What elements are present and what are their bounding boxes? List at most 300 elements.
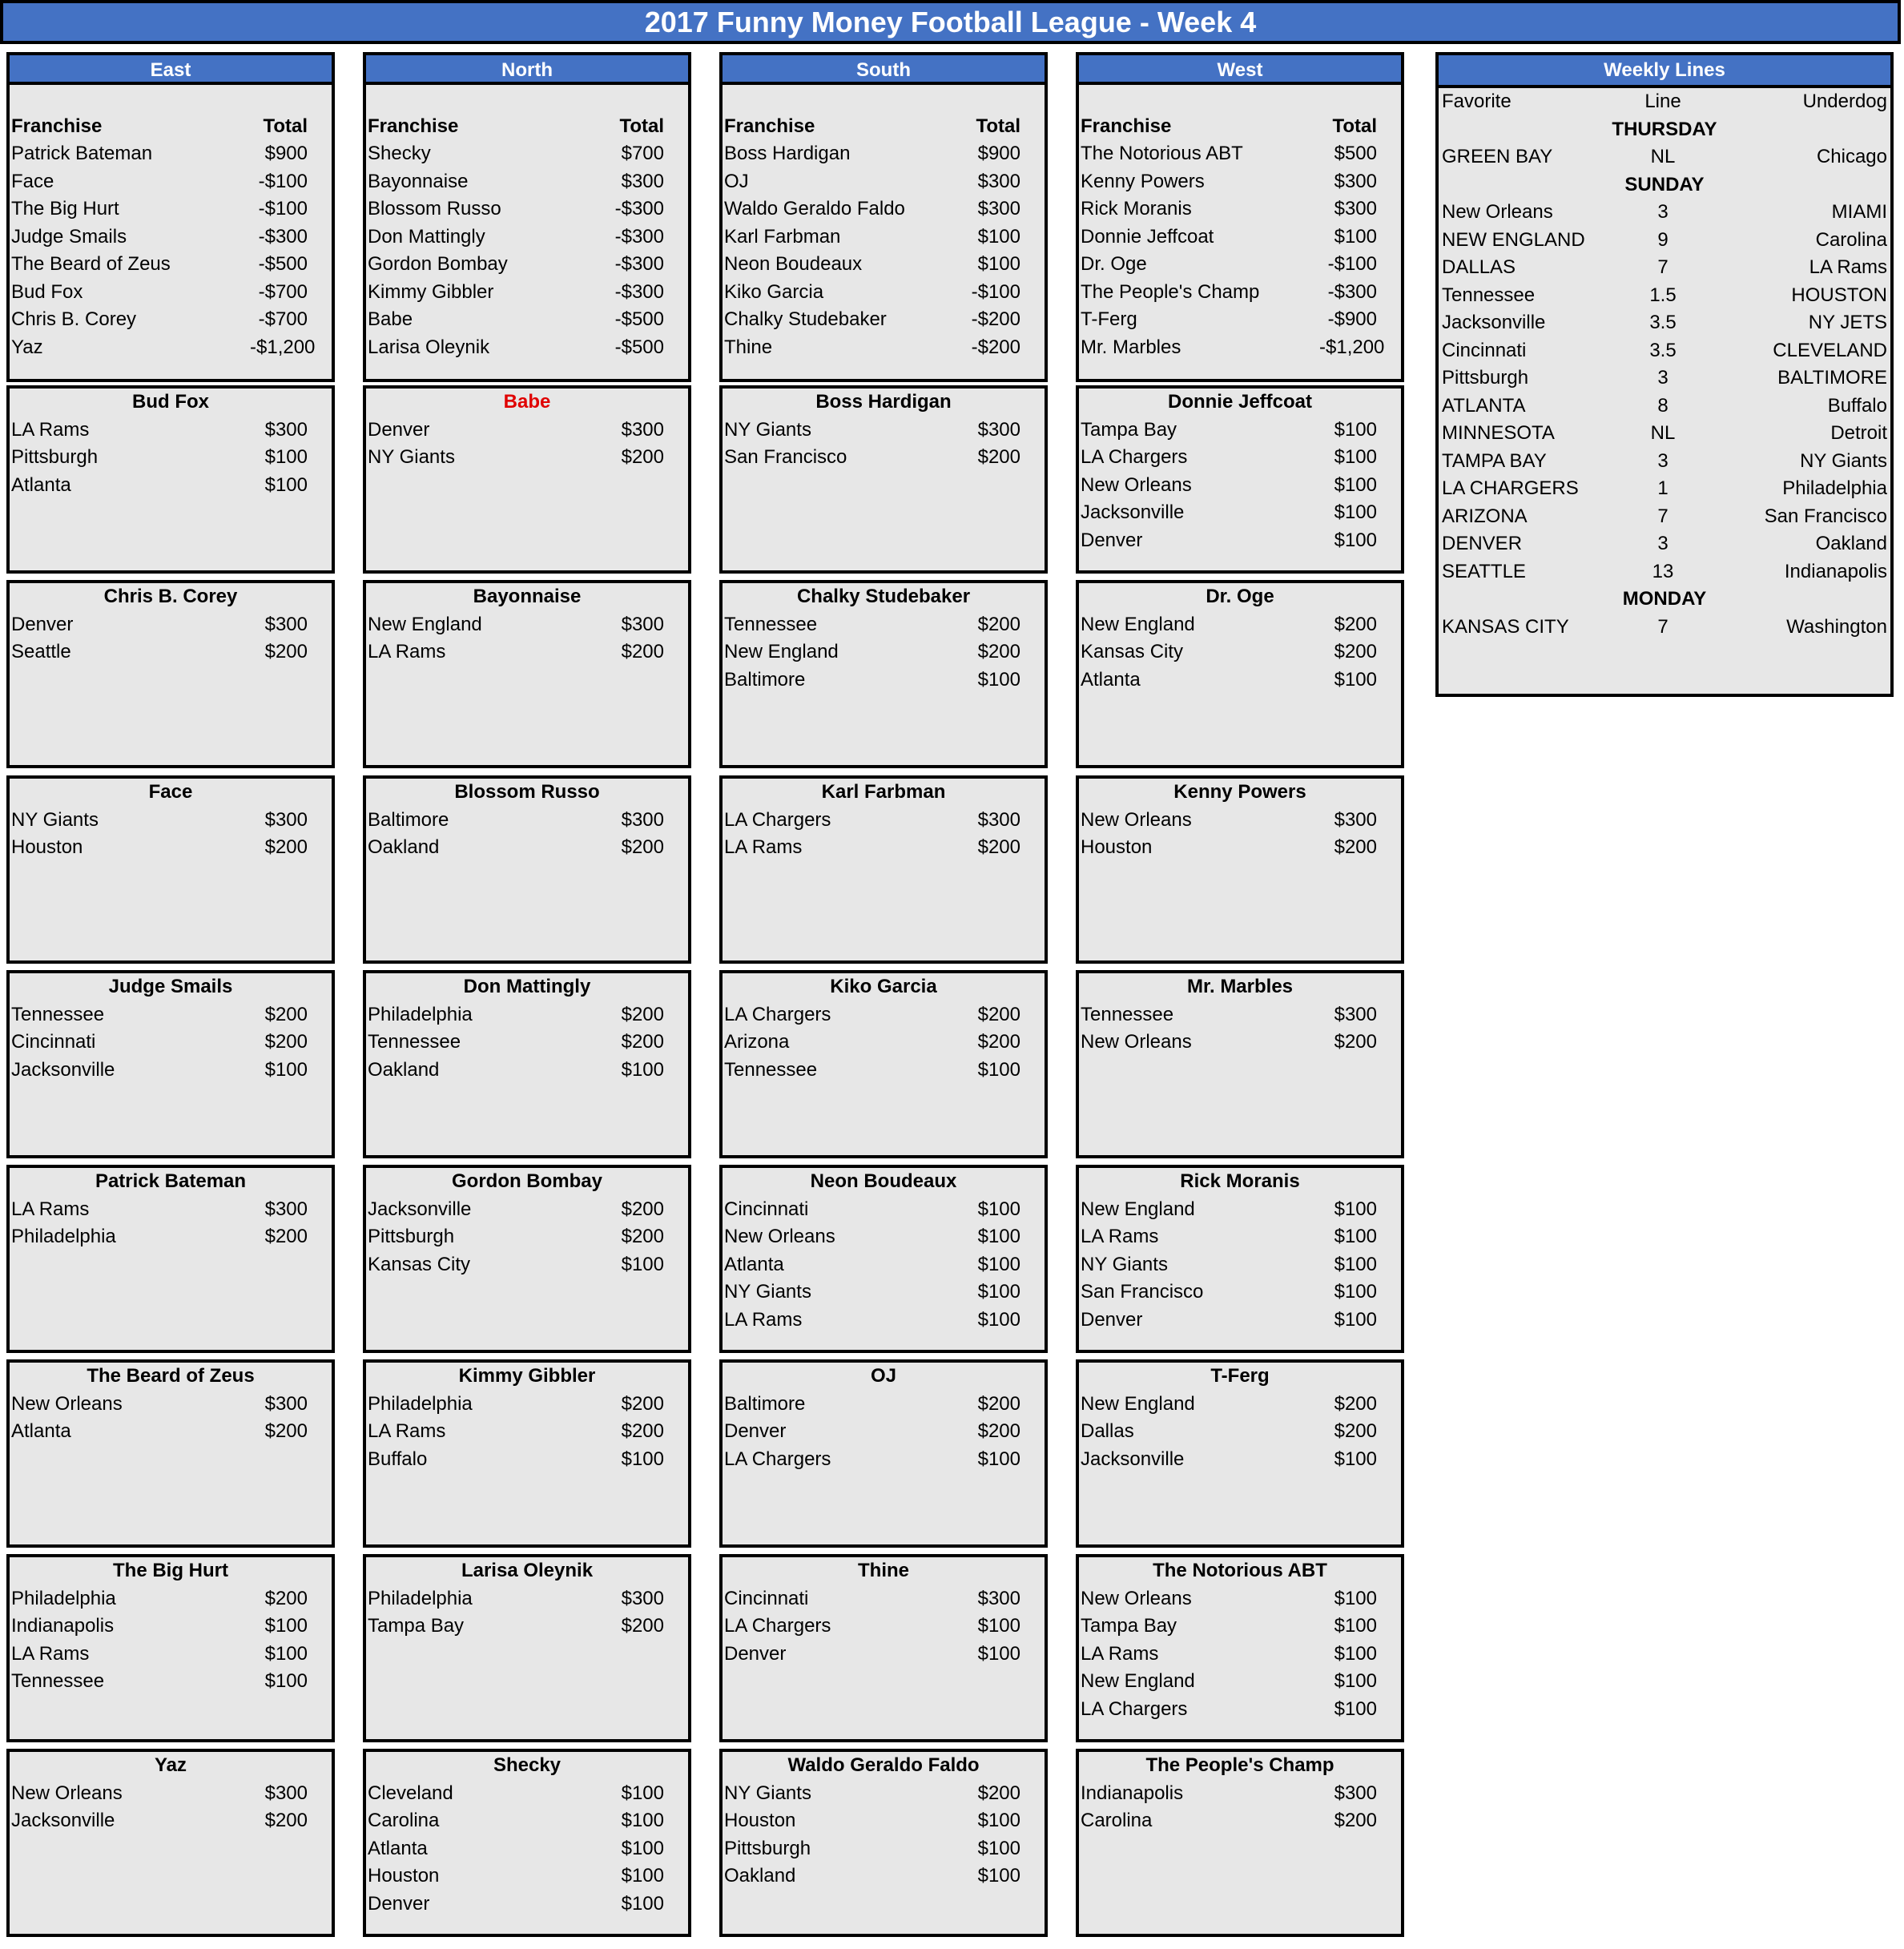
bet-amount: $300 bbox=[1334, 808, 1377, 831]
franchise-total: $100 bbox=[977, 253, 1020, 275]
bet-team: Tampa Bay bbox=[1081, 418, 1177, 441]
bet-team: Cincinnati bbox=[11, 1031, 96, 1053]
bet-row bbox=[366, 444, 688, 472]
franchise-box-title: The Big Hurt bbox=[113, 1560, 228, 1581]
bet-amount: $300 bbox=[1334, 1782, 1377, 1804]
total-header: Total bbox=[263, 115, 308, 137]
franchise-name: Patrick Bateman bbox=[11, 143, 153, 164]
weekly-lines-header bbox=[1439, 88, 1890, 116]
franchise-box-title: Waldo Geraldo Faldo bbox=[787, 1754, 980, 1776]
franchise-box-title: Judge Smails bbox=[108, 976, 233, 997]
franchise-header: Franchise bbox=[724, 115, 815, 137]
bet-amount: $300 bbox=[977, 1587, 1020, 1609]
bet-team: NY Giants bbox=[11, 808, 99, 831]
favorite-team: Cincinnati bbox=[1442, 339, 1527, 361]
favorite-team: LA CHARGERS bbox=[1442, 477, 1579, 499]
bet-amount: $200 bbox=[621, 641, 664, 662]
franchise-name: Boss Hardigan bbox=[724, 143, 851, 164]
bet-amount: $300 bbox=[264, 808, 308, 831]
franchise-box bbox=[1076, 385, 1404, 574]
weekly-lines-panel bbox=[1435, 52, 1894, 697]
franchise-total: $300 bbox=[977, 170, 1020, 192]
point-spread: 3.5 bbox=[1649, 339, 1677, 361]
franchise-name: Bayonnaise bbox=[368, 170, 469, 192]
bet-team: LA Chargers bbox=[724, 1003, 831, 1025]
spacer-row bbox=[1079, 85, 1401, 113]
bet-amount: $100 bbox=[1334, 1697, 1377, 1720]
underdog-team: Washington bbox=[1786, 615, 1887, 638]
bet-row bbox=[10, 638, 332, 666]
bet-team: Tampa Bay bbox=[368, 1615, 465, 1637]
bet-team: Denver bbox=[368, 1892, 430, 1915]
division-title: North bbox=[363, 52, 691, 85]
bet-row bbox=[1079, 1251, 1401, 1279]
bet-team: Carolina bbox=[1081, 1810, 1153, 1831]
franchise-name: Rick Moranis bbox=[1081, 198, 1192, 219]
bet-amount: $200 bbox=[977, 836, 1020, 858]
bet-team: Indianapolis bbox=[1081, 1782, 1184, 1804]
bet-amount: $100 bbox=[977, 1615, 1020, 1637]
bet-team: Jacksonville bbox=[368, 1198, 472, 1220]
bet-amount: $100 bbox=[1334, 418, 1377, 441]
bet-row bbox=[10, 1585, 332, 1613]
bet-row bbox=[10, 1780, 332, 1808]
bet-team: LA Chargers bbox=[724, 808, 831, 831]
bet-row bbox=[366, 1780, 688, 1808]
franchise-total: -$700 bbox=[258, 308, 308, 330]
bet-team: Tennessee bbox=[368, 1031, 461, 1053]
bet-amount: $100 bbox=[977, 1308, 1020, 1331]
bet-row bbox=[10, 611, 332, 639]
franchise-name: Bud Fox bbox=[11, 280, 83, 303]
franchise-box-title: Dr. Oge bbox=[1206, 586, 1274, 607]
bet-row bbox=[1079, 638, 1401, 666]
bet-team: Atlanta bbox=[724, 1253, 784, 1275]
bet-row bbox=[366, 834, 688, 862]
franchise-box bbox=[363, 1554, 691, 1742]
standings-row bbox=[366, 195, 688, 223]
bet-team: Jacksonville bbox=[11, 1810, 115, 1831]
point-spread: 13 bbox=[1652, 560, 1674, 582]
franchise-total: -$500 bbox=[258, 253, 308, 275]
bet-row bbox=[10, 417, 332, 445]
bet-team: Philadelphia bbox=[11, 1587, 116, 1609]
favorite-team: NEW ENGLAND bbox=[1442, 228, 1585, 251]
line-row bbox=[1439, 475, 1890, 503]
franchise-box-title: T-Ferg bbox=[1210, 1365, 1270, 1387]
bet-team: New Orleans bbox=[11, 1392, 123, 1415]
favorite-team: MINNESOTA bbox=[1442, 422, 1555, 444]
bet-team: Tampa Bay bbox=[1081, 1615, 1177, 1637]
standings-header bbox=[723, 113, 1045, 141]
franchise-name: Donnie Jeffcoat bbox=[1081, 225, 1214, 248]
point-spread: 7 bbox=[1657, 256, 1669, 278]
standings-row bbox=[10, 140, 332, 168]
franchise-header: Franchise bbox=[11, 115, 103, 137]
franchise-name: Dr. Oge bbox=[1081, 253, 1147, 275]
bet-row bbox=[366, 1835, 688, 1863]
franchise-total: -$300 bbox=[614, 225, 664, 248]
bet-amount: $300 bbox=[621, 418, 664, 441]
bet-amount: $300 bbox=[621, 808, 664, 831]
bet-team: Tennessee bbox=[1081, 1003, 1174, 1025]
spacer-row bbox=[366, 85, 688, 113]
franchise-total: $900 bbox=[977, 143, 1020, 164]
franchise-box bbox=[719, 775, 1048, 964]
franchise-total: -$300 bbox=[614, 253, 664, 275]
bet-team: NY Giants bbox=[368, 446, 455, 468]
underdog-team: Buffalo bbox=[1827, 394, 1887, 417]
bet-amount: $200 bbox=[621, 1226, 664, 1247]
line-header: Line bbox=[1644, 91, 1681, 112]
franchise-box-title: Karl Farbman bbox=[821, 781, 946, 803]
bet-row bbox=[10, 807, 332, 835]
bet-amount: $300 bbox=[621, 1587, 664, 1609]
franchise-box bbox=[719, 1165, 1048, 1353]
bet-row bbox=[366, 1891, 688, 1919]
franchise-box-title: Bayonnaise bbox=[473, 586, 582, 607]
bet-team: New Orleans bbox=[724, 1226, 835, 1247]
line-row bbox=[1439, 393, 1890, 421]
point-spread: NL bbox=[1650, 422, 1676, 444]
franchise-box-title: Neon Boudeaux bbox=[810, 1170, 957, 1192]
standings-row bbox=[1079, 140, 1401, 168]
bet-row bbox=[723, 1446, 1045, 1474]
bet-row bbox=[1079, 1279, 1401, 1307]
favorite-team: ATLANTA bbox=[1442, 394, 1526, 417]
franchise-name: Judge Smails bbox=[11, 225, 127, 248]
line-row bbox=[1439, 282, 1890, 310]
bet-amount: $100 bbox=[264, 1642, 308, 1665]
bet-row bbox=[10, 834, 332, 862]
bet-amount: $300 bbox=[264, 1392, 308, 1415]
favorite-team: DALLAS bbox=[1442, 256, 1516, 278]
day-label: THURSDAY bbox=[1612, 118, 1717, 140]
franchise-total: -$500 bbox=[614, 308, 664, 330]
line-row bbox=[1439, 309, 1890, 337]
underdog-team: Carolina bbox=[1815, 228, 1887, 251]
bet-row bbox=[723, 1196, 1045, 1224]
franchise-total: $100 bbox=[1334, 225, 1377, 248]
bet-row bbox=[366, 1862, 688, 1891]
bet-team: San Francisco bbox=[724, 446, 847, 468]
bet-team: LA Rams bbox=[11, 1198, 90, 1220]
franchise-total: -$100 bbox=[971, 280, 1020, 303]
bet-amount: $100 bbox=[977, 1198, 1020, 1220]
underdog-team: Philadelphia bbox=[1782, 477, 1887, 499]
bet-team: San Francisco bbox=[1081, 1281, 1204, 1303]
favorite-team: Tennessee bbox=[1442, 284, 1536, 306]
favorite-team: ARIZONA bbox=[1442, 505, 1528, 527]
franchise-box-title: Patrick Bateman bbox=[95, 1170, 247, 1192]
franchise-box-title: The Beard of Zeus bbox=[87, 1365, 255, 1387]
franchise-name: T-Ferg bbox=[1081, 308, 1137, 330]
bet-team: Oakland bbox=[368, 1058, 440, 1081]
standings-row bbox=[723, 140, 1045, 168]
bet-team: Arizona bbox=[724, 1031, 790, 1053]
bet-amount: $200 bbox=[621, 1392, 664, 1415]
bet-row bbox=[1079, 1391, 1401, 1419]
bet-row bbox=[10, 1613, 332, 1641]
bet-team: Tennessee bbox=[11, 1003, 105, 1025]
bet-team: New England bbox=[1081, 1198, 1195, 1220]
franchise-name: Larisa Oleynik bbox=[368, 336, 490, 358]
underdog-team: CLEVELAND bbox=[1773, 339, 1887, 361]
bet-amount: $200 bbox=[1334, 1031, 1377, 1053]
standings-row bbox=[10, 334, 332, 362]
franchise-name: Chalky Studebaker bbox=[724, 308, 887, 330]
bet-team: LA Rams bbox=[368, 1420, 446, 1442]
franchise-box bbox=[363, 775, 691, 964]
bet-team: Atlanta bbox=[11, 1420, 71, 1442]
bet-row bbox=[10, 472, 332, 500]
franchise-box-title: Don Mattingly bbox=[463, 976, 591, 997]
bet-amount: $200 bbox=[977, 613, 1020, 635]
franchise-total: $100 bbox=[977, 225, 1020, 248]
bet-amount: $200 bbox=[621, 1031, 664, 1053]
bet-amount: $100 bbox=[621, 1448, 664, 1470]
franchise-name: The Notorious ABT bbox=[1081, 143, 1243, 164]
bet-amount: $200 bbox=[977, 1003, 1020, 1025]
bet-row bbox=[1079, 1446, 1401, 1474]
point-spread: NL bbox=[1650, 146, 1676, 167]
standings-row bbox=[723, 251, 1045, 279]
franchise-box bbox=[6, 970, 335, 1158]
franchise-box bbox=[6, 1554, 335, 1742]
bet-row bbox=[366, 638, 688, 666]
underdog-team: Indianapolis bbox=[1784, 560, 1887, 582]
bet-amount: $100 bbox=[264, 1670, 308, 1692]
standings-row bbox=[10, 251, 332, 279]
bet-row bbox=[1079, 1585, 1401, 1613]
bet-row bbox=[723, 1585, 1045, 1613]
franchise-box bbox=[719, 1749, 1048, 1937]
bet-row bbox=[366, 1223, 688, 1251]
standings-box bbox=[6, 82, 335, 382]
standings-row bbox=[10, 306, 332, 334]
bet-row bbox=[1079, 1780, 1401, 1808]
franchise-name: Kiko Garcia bbox=[724, 280, 824, 303]
standings-box bbox=[719, 82, 1048, 382]
division-west bbox=[1076, 52, 1404, 1831]
franchise-box bbox=[719, 1554, 1048, 1742]
bet-row bbox=[723, 666, 1045, 695]
bet-row bbox=[723, 1807, 1045, 1835]
bet-team: Kansas City bbox=[1081, 641, 1184, 662]
franchise-name: Kenny Powers bbox=[1081, 170, 1205, 192]
standings-row bbox=[1079, 251, 1401, 279]
franchise-name: Karl Farbman bbox=[724, 225, 841, 248]
bet-row bbox=[1079, 834, 1401, 862]
franchise-box bbox=[363, 1749, 691, 1937]
bet-team: LA Rams bbox=[11, 418, 90, 441]
bet-row bbox=[10, 1668, 332, 1696]
bet-amount: $300 bbox=[264, 1198, 308, 1220]
bet-row bbox=[1079, 472, 1401, 500]
bet-row bbox=[723, 1418, 1045, 1446]
franchise-name: Babe bbox=[368, 308, 413, 330]
franchise-total: -$100 bbox=[1327, 253, 1377, 275]
bet-team: New England bbox=[724, 641, 839, 662]
bet-row bbox=[1079, 1613, 1401, 1641]
bet-team: Seattle bbox=[11, 641, 71, 662]
bet-team: NY Giants bbox=[724, 1281, 811, 1303]
favorite-team: SEATTLE bbox=[1442, 560, 1526, 582]
bet-row bbox=[366, 1807, 688, 1835]
bet-amount: $100 bbox=[1334, 1642, 1377, 1665]
bet-team: LA Rams bbox=[724, 1308, 803, 1331]
favorite-team: New Orleans bbox=[1442, 201, 1553, 223]
line-row bbox=[1439, 337, 1890, 365]
franchise-total: -$300 bbox=[1327, 280, 1377, 303]
franchise-box bbox=[1076, 580, 1404, 768]
weekly-lines-rows bbox=[1439, 116, 1890, 642]
bet-row bbox=[10, 1001, 332, 1029]
bet-row bbox=[10, 1391, 332, 1419]
franchise-total: -$1,200 bbox=[250, 336, 316, 358]
bet-team: Atlanta bbox=[1081, 668, 1141, 691]
bet-amount: $100 bbox=[1334, 529, 1377, 551]
standings-row bbox=[366, 334, 688, 362]
line-row bbox=[1439, 614, 1890, 642]
bet-row bbox=[723, 611, 1045, 639]
franchise-box bbox=[363, 385, 691, 574]
standings-row bbox=[366, 168, 688, 196]
bet-team: NY Giants bbox=[724, 418, 811, 441]
bet-amount: $200 bbox=[264, 836, 308, 858]
underdog-team: LA Rams bbox=[1809, 256, 1887, 278]
bet-amount: $100 bbox=[1334, 1253, 1377, 1275]
bet-row bbox=[723, 834, 1045, 862]
bet-row bbox=[366, 1585, 688, 1613]
franchise-name: The Big Hurt bbox=[11, 198, 119, 219]
bet-amount: $100 bbox=[1334, 1308, 1377, 1331]
underdog-team: NY Giants bbox=[1800, 449, 1887, 472]
bet-team: LA Chargers bbox=[1081, 1697, 1188, 1720]
bet-row bbox=[366, 1029, 688, 1057]
bet-team: Houston bbox=[368, 1865, 440, 1887]
bet-row bbox=[366, 1418, 688, 1446]
franchise-box bbox=[1076, 775, 1404, 964]
franchise-total: $300 bbox=[1334, 170, 1377, 192]
standings-row bbox=[366, 306, 688, 334]
bet-row bbox=[10, 1057, 332, 1085]
bet-row bbox=[1079, 444, 1401, 472]
bet-row bbox=[1079, 1668, 1401, 1696]
division-title: South bbox=[719, 52, 1048, 85]
bet-amount: $100 bbox=[264, 473, 308, 496]
bet-team: Houston bbox=[11, 836, 83, 858]
bet-row bbox=[366, 1057, 688, 1085]
bet-amount: $200 bbox=[977, 1392, 1020, 1415]
bet-amount: $100 bbox=[1334, 446, 1377, 468]
franchise-box-title: Boss Hardigan bbox=[815, 391, 952, 413]
bet-amount: $100 bbox=[264, 446, 308, 468]
bet-amount: $100 bbox=[621, 1892, 664, 1915]
franchise-name: Thine bbox=[724, 336, 773, 358]
standings-header bbox=[10, 113, 332, 141]
bet-team: Philadelphia bbox=[368, 1587, 473, 1609]
franchise-box-title: Kiko Garcia bbox=[830, 976, 937, 997]
franchise-box bbox=[719, 1359, 1048, 1548]
bet-amount: $200 bbox=[977, 1420, 1020, 1442]
bet-row bbox=[1079, 1641, 1401, 1669]
bet-amount: $200 bbox=[264, 1420, 308, 1442]
bet-team: Denver bbox=[1081, 529, 1143, 551]
bet-row bbox=[10, 1807, 332, 1835]
standings-row bbox=[723, 195, 1045, 223]
standings-row bbox=[10, 195, 332, 223]
franchise-box bbox=[363, 970, 691, 1158]
underdog-header: Underdog bbox=[1802, 91, 1887, 112]
bet-row bbox=[723, 1835, 1045, 1863]
bet-team: Tennessee bbox=[11, 1670, 105, 1692]
bet-amount: $100 bbox=[1334, 1226, 1377, 1247]
bet-amount: $200 bbox=[264, 1587, 308, 1609]
bet-amount: $200 bbox=[1334, 1420, 1377, 1442]
bet-row bbox=[1079, 611, 1401, 639]
bet-row bbox=[723, 1279, 1045, 1307]
bet-amount: $200 bbox=[621, 836, 664, 858]
bet-row bbox=[723, 1223, 1045, 1251]
standings-row bbox=[366, 140, 688, 168]
bet-team: LA Chargers bbox=[724, 1448, 831, 1470]
bet-team: Denver bbox=[368, 418, 430, 441]
franchise-name: Yaz bbox=[11, 336, 43, 358]
bet-amount: $100 bbox=[977, 668, 1020, 691]
bet-team: Pittsburgh bbox=[11, 446, 99, 468]
bet-amount: $200 bbox=[977, 1782, 1020, 1804]
bet-row bbox=[1079, 666, 1401, 695]
bet-amount: $100 bbox=[977, 1642, 1020, 1665]
favorite-header: Favorite bbox=[1442, 91, 1512, 112]
bet-row bbox=[366, 1251, 688, 1279]
favorite-team: GREEN BAY bbox=[1442, 146, 1553, 167]
bet-team: New England bbox=[368, 613, 482, 635]
underdog-team: Oakland bbox=[1815, 533, 1887, 554]
franchise-box-title: Larisa Oleynik bbox=[461, 1560, 594, 1581]
bet-row bbox=[723, 1001, 1045, 1029]
standings-row bbox=[1079, 195, 1401, 223]
franchise-name: Blossom Russo bbox=[368, 198, 501, 219]
bet-amount: $300 bbox=[977, 418, 1020, 441]
franchise-box bbox=[6, 1165, 335, 1353]
standings-row bbox=[1079, 223, 1401, 252]
underdog-team: NY JETS bbox=[1808, 312, 1887, 333]
bet-team: Denver bbox=[1081, 1308, 1143, 1331]
franchise-total: -$200 bbox=[971, 308, 1020, 330]
bet-row bbox=[10, 1223, 332, 1251]
bet-amount: $200 bbox=[1334, 836, 1377, 858]
franchise-box-title: Thine bbox=[858, 1560, 909, 1581]
franchise-header: Franchise bbox=[368, 115, 459, 137]
bet-row bbox=[723, 1057, 1045, 1085]
franchise-box bbox=[1076, 1165, 1404, 1353]
franchise-name: OJ bbox=[724, 170, 749, 192]
franchise-total: -$300 bbox=[614, 280, 664, 303]
bet-team: Philadelphia bbox=[368, 1392, 473, 1415]
franchise-box-title: OJ bbox=[870, 1365, 896, 1387]
franchise-box bbox=[363, 1359, 691, 1548]
franchise-name: The People's Champ bbox=[1081, 280, 1260, 303]
bet-team: Tennessee bbox=[724, 613, 818, 635]
bet-team: LA Rams bbox=[11, 1642, 90, 1665]
bet-team: Oakland bbox=[368, 836, 440, 858]
franchise-box-title: The People's Champ bbox=[1145, 1754, 1334, 1776]
bet-amount: $100 bbox=[1334, 668, 1377, 691]
line-row bbox=[1439, 448, 1890, 476]
point-spread: 1.5 bbox=[1649, 284, 1677, 306]
